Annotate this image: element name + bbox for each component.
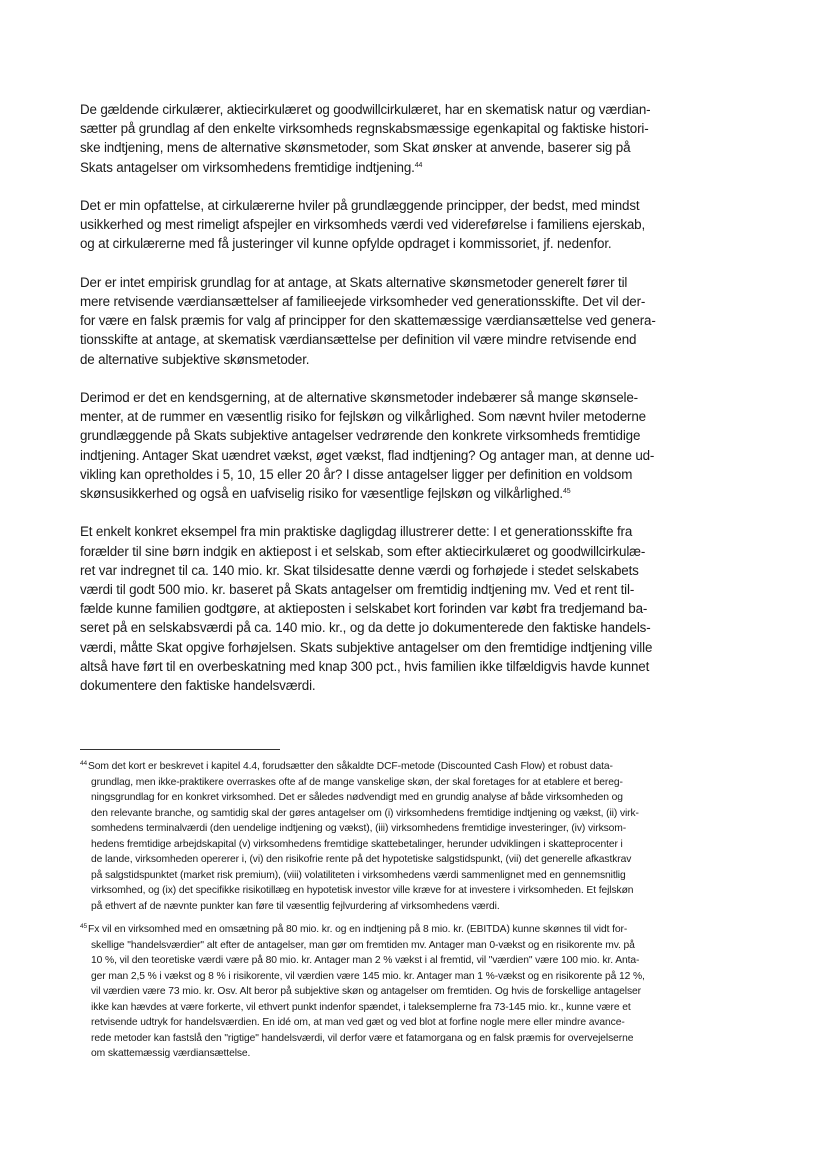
footnote-line: de lande, virksomheden opererer i, (vi) den risikofrie rente på det hypotetiske salgstidspunkt, (vii) det generelle afkastkrav [91, 854, 632, 865]
paragraph-5 [80, 522, 653, 695]
footnote-line: somhedens terminalværdi (den uendelige indtjening og vækst), (iii) virksomhedens fremtidige investeringer, (iv) virksom- [91, 823, 627, 834]
text-line [80, 158, 620, 177]
footnote-line: den relevante branche, og samtidig skal der gøres antagelser om (i) virksomhedens fremtidige indtjening og vækst, (ii) virk- [91, 807, 639, 819]
footnote-line [80, 759, 620, 775]
footnote-number: 45 [80, 923, 88, 930]
footnote-line: på ethvert af de nævnte punkter kan føre til væsentlig fejlvurdering af virksomhedens værdi. [91, 900, 500, 912]
text-line: seret på en selskabsværdi på ca. 140 mio. kr., og da dette jo dokumenterede den faktiske handels- [80, 620, 651, 636]
text-line: mere retvisende værdiansættelser af familieejede virksomheder ved generationsskifte. Det vil der- [80, 294, 646, 309]
footnote-ref-44[interactable]: 44 [414, 161, 423, 169]
text-line: de alternative subjektive skønsmetoder. [80, 351, 310, 367]
text-line: indtjening. Antager Skat uændret vækst, øget vækst, flad indtjening? Og antager man, at denne ud- [80, 447, 655, 463]
text-line: vikling kan opretholdes i 5, 10, 15 eller 20 år? I disse antagelser ligger per definition en voldsom [80, 466, 633, 482]
footnote-line: grundlag, men ikke-praktikere overraskes ofte af de mange vanskelige skøn, der skal foretages for at etablere et bereg- [91, 776, 623, 788]
text-line: grundlæggende på Skats subjektive antagelser vedrørende den konkrete virksomheds fremtidige [80, 428, 641, 444]
text-line: tionsskifte at antage, at skematisk værdiansættelse per definition vil være mindre retvisende end [80, 332, 637, 348]
footnote-line: på salgstidspunktet (market risk premium), (viii) volatiliteten i virksomhedens værdi sammenlignet med en gennemsnitlig [91, 869, 626, 881]
paragraph-1 [80, 100, 651, 177]
footnote-44 [80, 759, 639, 914]
text-line: Et enkelt konkret eksempel fra min praktiske dagligdag illustrerer dette: I et generationsskifte fra [80, 524, 633, 540]
footnote-line: hedens fremtidige arbejdskapital (v) virksomhedens fremtidige skattebetalinger, herunder udviklingen i skatteprocenter i [91, 838, 623, 850]
text-line: altså have ført til en overbeskatning med knap 300 pct., hvis familien ikke tilfældigvis havde kunnet [80, 658, 650, 674]
footnote-line: ikke kan hævdes at være forkerte, vil ethvert punkt indenfor spændet, i taleksemplerne fra 73-145 mio. kr., kunne være et [91, 1001, 631, 1013]
footnote-line: 10 %, vil den teoretiske værdi være på 80 mio. kr. Antager man 2 % vækst i al fremtid, vil "værdien" være 100 mio. kr. Anta- [91, 955, 640, 966]
footnote-line: ningsgrundlag for en konkret virksomhed. Det er således nødvendigt med en grundig analyse af både virksomheden og [91, 792, 623, 803]
text-line: forælder til sine børn indgik en aktiepost i et selskab, som efter aktiecirkulæret og goodwillcirkulæ- [80, 543, 646, 559]
text-line-content: Skats antagelser om virksomhedens fremtidige indtjening. [80, 159, 415, 175]
text-line: Der er intet empirisk grundlag for at antage, at Skats alternative skønsmetoder generelt fører til [80, 274, 628, 290]
footnote-45 [80, 922, 645, 1062]
footnote-line-content: Fx vil en virksomhed med en omsætning på 80 mio. kr. og en indtjening på 8 mio. kr. (EBITDA) kunne skønnes til vidt for- [88, 924, 628, 935]
footnote-line [80, 922, 628, 938]
footnote-line: retvisende udtryk for handelsværdien. En idé om, at man ved gæt og ved blot at forfine nogle mere eller mindre avance- [91, 1017, 625, 1028]
footnote-line: skellige "handelsværdier" alt efter de antagelser, man gør om fremtiden mv. Antager man 0-vækst og en risikorente mv. på [91, 939, 635, 951]
footnote-line: om skattemæssig værdiansættelse. [91, 1048, 251, 1059]
text-line: usikkerhed og mest rimeligt afspejler en virksomheds værdi ved videreførelse i familiens ejerskab, [80, 217, 646, 233]
paragraph-3 [80, 273, 656, 369]
paragraph-2 [80, 196, 646, 254]
body-text [80, 100, 656, 714]
text-line: Det er min opfattelse, at cirkulærerne hviler på grundlæggende principper, der bedst, med mindst [80, 198, 640, 213]
text-line: ret var indregnet til ca. 140 mio. kr. Skat tilsidesatte denne værdi og forhøjede i stedet selskabets [80, 562, 639, 578]
text-line: menter, at de rummer en væsentlig risiko for fejlskøn og vilkårlighed. Som nævnt hviler metoderne [80, 409, 646, 425]
footnote-line: virksomhed, og (ix) det specifikke risikotillæg en hypotetisk investor ville kræve for at investere i virksomheden. Et fejlskøn [91, 885, 634, 896]
text-line: værdi, måtte Skat opgive forhøjelsen. Skats subjektive antagelser om den fremtidige indtjening ville [80, 639, 653, 655]
text-line: dokumentere den faktiske handelsværdi. [80, 678, 316, 694]
text-line [80, 484, 620, 503]
text-line: De gældende cirkulærer, aktiecirkulæret og goodwillcirkulæret, har en skematisk natur og værdian- [80, 102, 651, 117]
text-line: sætter på grundlag af den enkelte virksomheds regnskabsmæssige egenkapital og faktiske histori- [80, 121, 649, 137]
footnote-line-content: Som det kort er beskrevet i kapitel 4.4, forudsætter den såkaldte DCF-metode (Discounted Cash Flow) et robust data- [88, 761, 613, 772]
footnote-line: vil værdien være 73 mio. kr. Osv. Alt beror på subjektive skøn og antagelser om fremtiden. Og hvis de forskellige antagelser [91, 986, 641, 997]
text-line: og at cirkulærerne med få justeringer vil kunne opfylde opdraget i kommissoriet, jf. nedenfor. [80, 236, 612, 252]
text-line: ske indtjening, mens de alternative skønsmetoder, som Skat ønsker at anvende, baserer sig på [80, 140, 631, 156]
text-line: fælde kunne familien godtgøre, at aktieposten i selskabet kort forinden var købt fra tredjemand ba- [80, 601, 648, 617]
text-line-content: skønsusikkerhed og også en uafviselig risiko for væsentlige fejlskøn og vilkårlighed. [80, 486, 563, 502]
text-line: værdi til godt 500 mio. kr. baseret på Skats antagelser om fremtidig indtjening mv. Ved et rent til- [80, 582, 635, 598]
footnote-number: 44 [80, 760, 88, 767]
footnote-separator [80, 749, 280, 750]
text-line: for være en falsk præmis for valg af principper for den skattemæssige værdiansættelse ved genera- [80, 313, 656, 329]
footnotes [80, 759, 645, 1070]
footnote-line: ger man 2,5 % i vækst og 8 % i risikorente, vil værdien være 145 mio. kr. Antager man 1 %-vækst og en risikorente på 12 %, [91, 970, 645, 982]
paragraph-4 [80, 388, 655, 503]
footnote-line: rede metoder kan fastslå den "rigtige" handelsværdi, vil derfor være et fatamorgana og en falsk præmis for overvejelserne [91, 1032, 634, 1044]
footnote-ref-45[interactable]: 45 [562, 488, 571, 496]
text-line: Derimod er det en kendsgerning, at de alternative skønsmetoder indebærer så mange skønsele- [80, 390, 638, 405]
